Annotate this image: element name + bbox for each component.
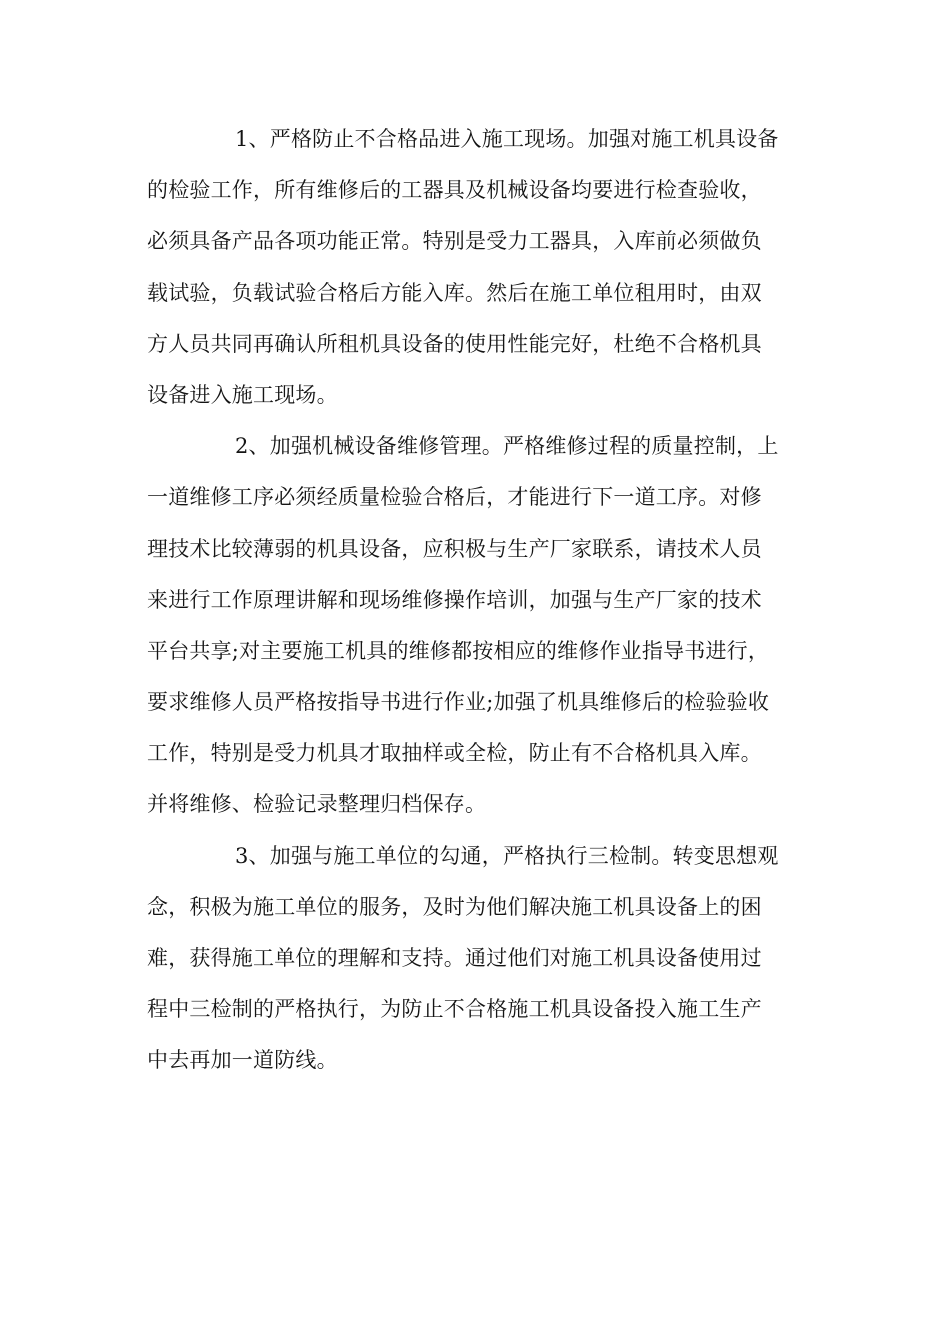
paragraph-2 xyxy=(147,421,807,831)
text-line: 理技术比较薄弱的机具设备，应积极与生产厂家联系，请技术人员 xyxy=(147,536,762,561)
text-line: 难，获得施工单位的理解和支持。通过他们对施工机具设备使用过 xyxy=(147,946,762,970)
text-line: 3、加强与施工单位的勾通，严格执行三检制。转变思想观 xyxy=(235,843,779,868)
text-line: 要求维修人员严格按指导书进行作业;加强了机具维修后的检验验收 xyxy=(147,690,770,715)
text-line: 设备进入施工现场。 xyxy=(147,382,338,407)
document-body xyxy=(147,114,807,1087)
text-line: 的检验工作，所有维修后的工器具及机械设备均要进行检查验收， xyxy=(147,178,762,203)
paragraph-3 xyxy=(147,831,807,1087)
text-line: 工作，特别是受力机具才取抽样或全检，防止有不合格机具入库。 xyxy=(147,741,762,766)
text-line: 载试验，负载试验合格后方能入库。然后在施工单位租用时，由双 xyxy=(147,280,762,305)
text-line: 一道维修工序必须经质量检验合格后，才能进行下一道工序。对修 xyxy=(147,485,762,510)
paragraph-1 xyxy=(147,114,807,421)
text-line: 平台共享;对主要施工机具的维修都按相应的维修作业指导书进行， xyxy=(147,638,770,663)
text-line: 来进行工作原理讲解和现场维修操作培训，加强与生产厂家的技术 xyxy=(147,587,762,612)
text-line: 程中三检制的严格执行，为防止不合格施工机具设备投入施工生产 xyxy=(147,997,762,1022)
text-line: 1、严格防止不合格品进入施工现场。加强对施工机具设备 xyxy=(235,127,779,151)
text-line: 并将维修、检验记录整理归档保存。 xyxy=(147,792,487,817)
text-line: 2、加强机械设备维修管理。严格维修过程的质量控制，上 xyxy=(235,434,779,459)
text-line: 方人员共同再确认所租机具设备的使用性能完好，杜绝不合格机具 xyxy=(147,331,762,356)
text-line: 中去再加一道防线。 xyxy=(147,1048,338,1073)
text-line: 必须具备产品各项功能正常。特别是受力工器具，入库前必须做负 xyxy=(147,229,762,254)
text-line: 念，积极为施工单位的服务，及时为他们解决施工机具设备上的困 xyxy=(147,894,762,919)
